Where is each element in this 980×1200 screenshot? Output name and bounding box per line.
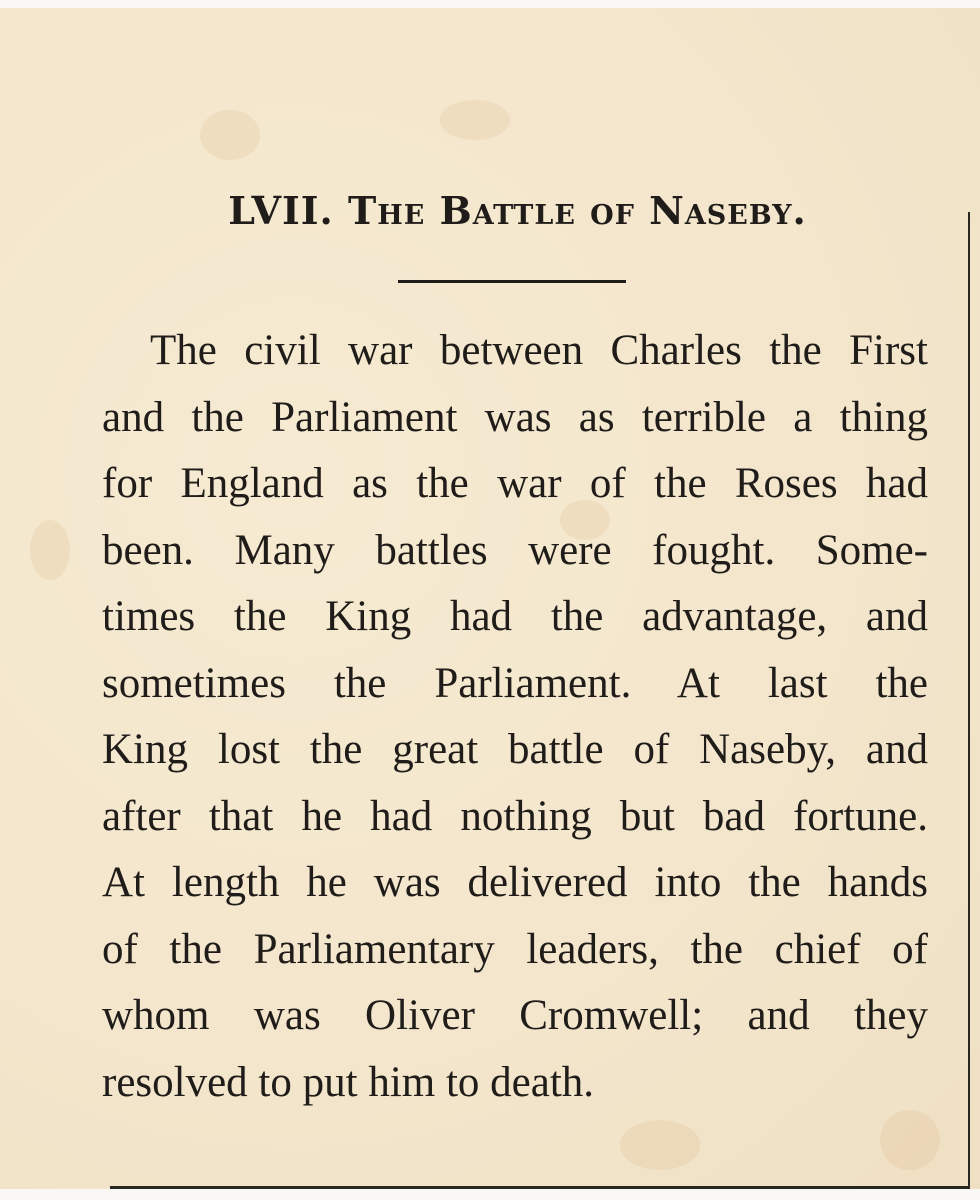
passage-line: whom was Oliver Cromwell; and they xyxy=(102,992,928,1039)
passage-line: King lost the great battle of Naseby, and xyxy=(102,726,928,773)
passage-line: of the Parliamentary leaders, the chief of xyxy=(102,925,928,973)
passage-line: for England as the war of the Roses had xyxy=(102,460,928,507)
passage-line: and the Parliament was as terrible a thing xyxy=(102,393,928,441)
passage-line: times the King had the advantage, and xyxy=(102,593,928,640)
foxing-stain xyxy=(620,1120,700,1170)
passage-line: sometimes the Parliament. At last the xyxy=(102,659,928,707)
foxing-stain xyxy=(440,100,510,140)
title-underline xyxy=(398,280,626,283)
passage-line: resolved to put him to death. xyxy=(102,1058,595,1106)
passage-line: At length he was delivered into the hands xyxy=(102,859,928,906)
foxing-stain xyxy=(880,1110,940,1170)
page-right-border xyxy=(968,212,970,1187)
chapter-title: LVII. The Battle of Naseby. xyxy=(228,188,807,233)
foxing-stain xyxy=(30,520,70,580)
foxing-stain xyxy=(200,110,260,160)
passage-line: The civil war between Charles the First xyxy=(150,327,928,374)
passage-line: after that he had nothing but bad fortune. xyxy=(102,792,928,840)
passage-text xyxy=(102,318,928,1116)
page-bottom-edge xyxy=(0,1189,980,1200)
passage-line: been. Many battles were fought. Some- xyxy=(102,526,928,574)
page-top-edge xyxy=(0,0,980,8)
